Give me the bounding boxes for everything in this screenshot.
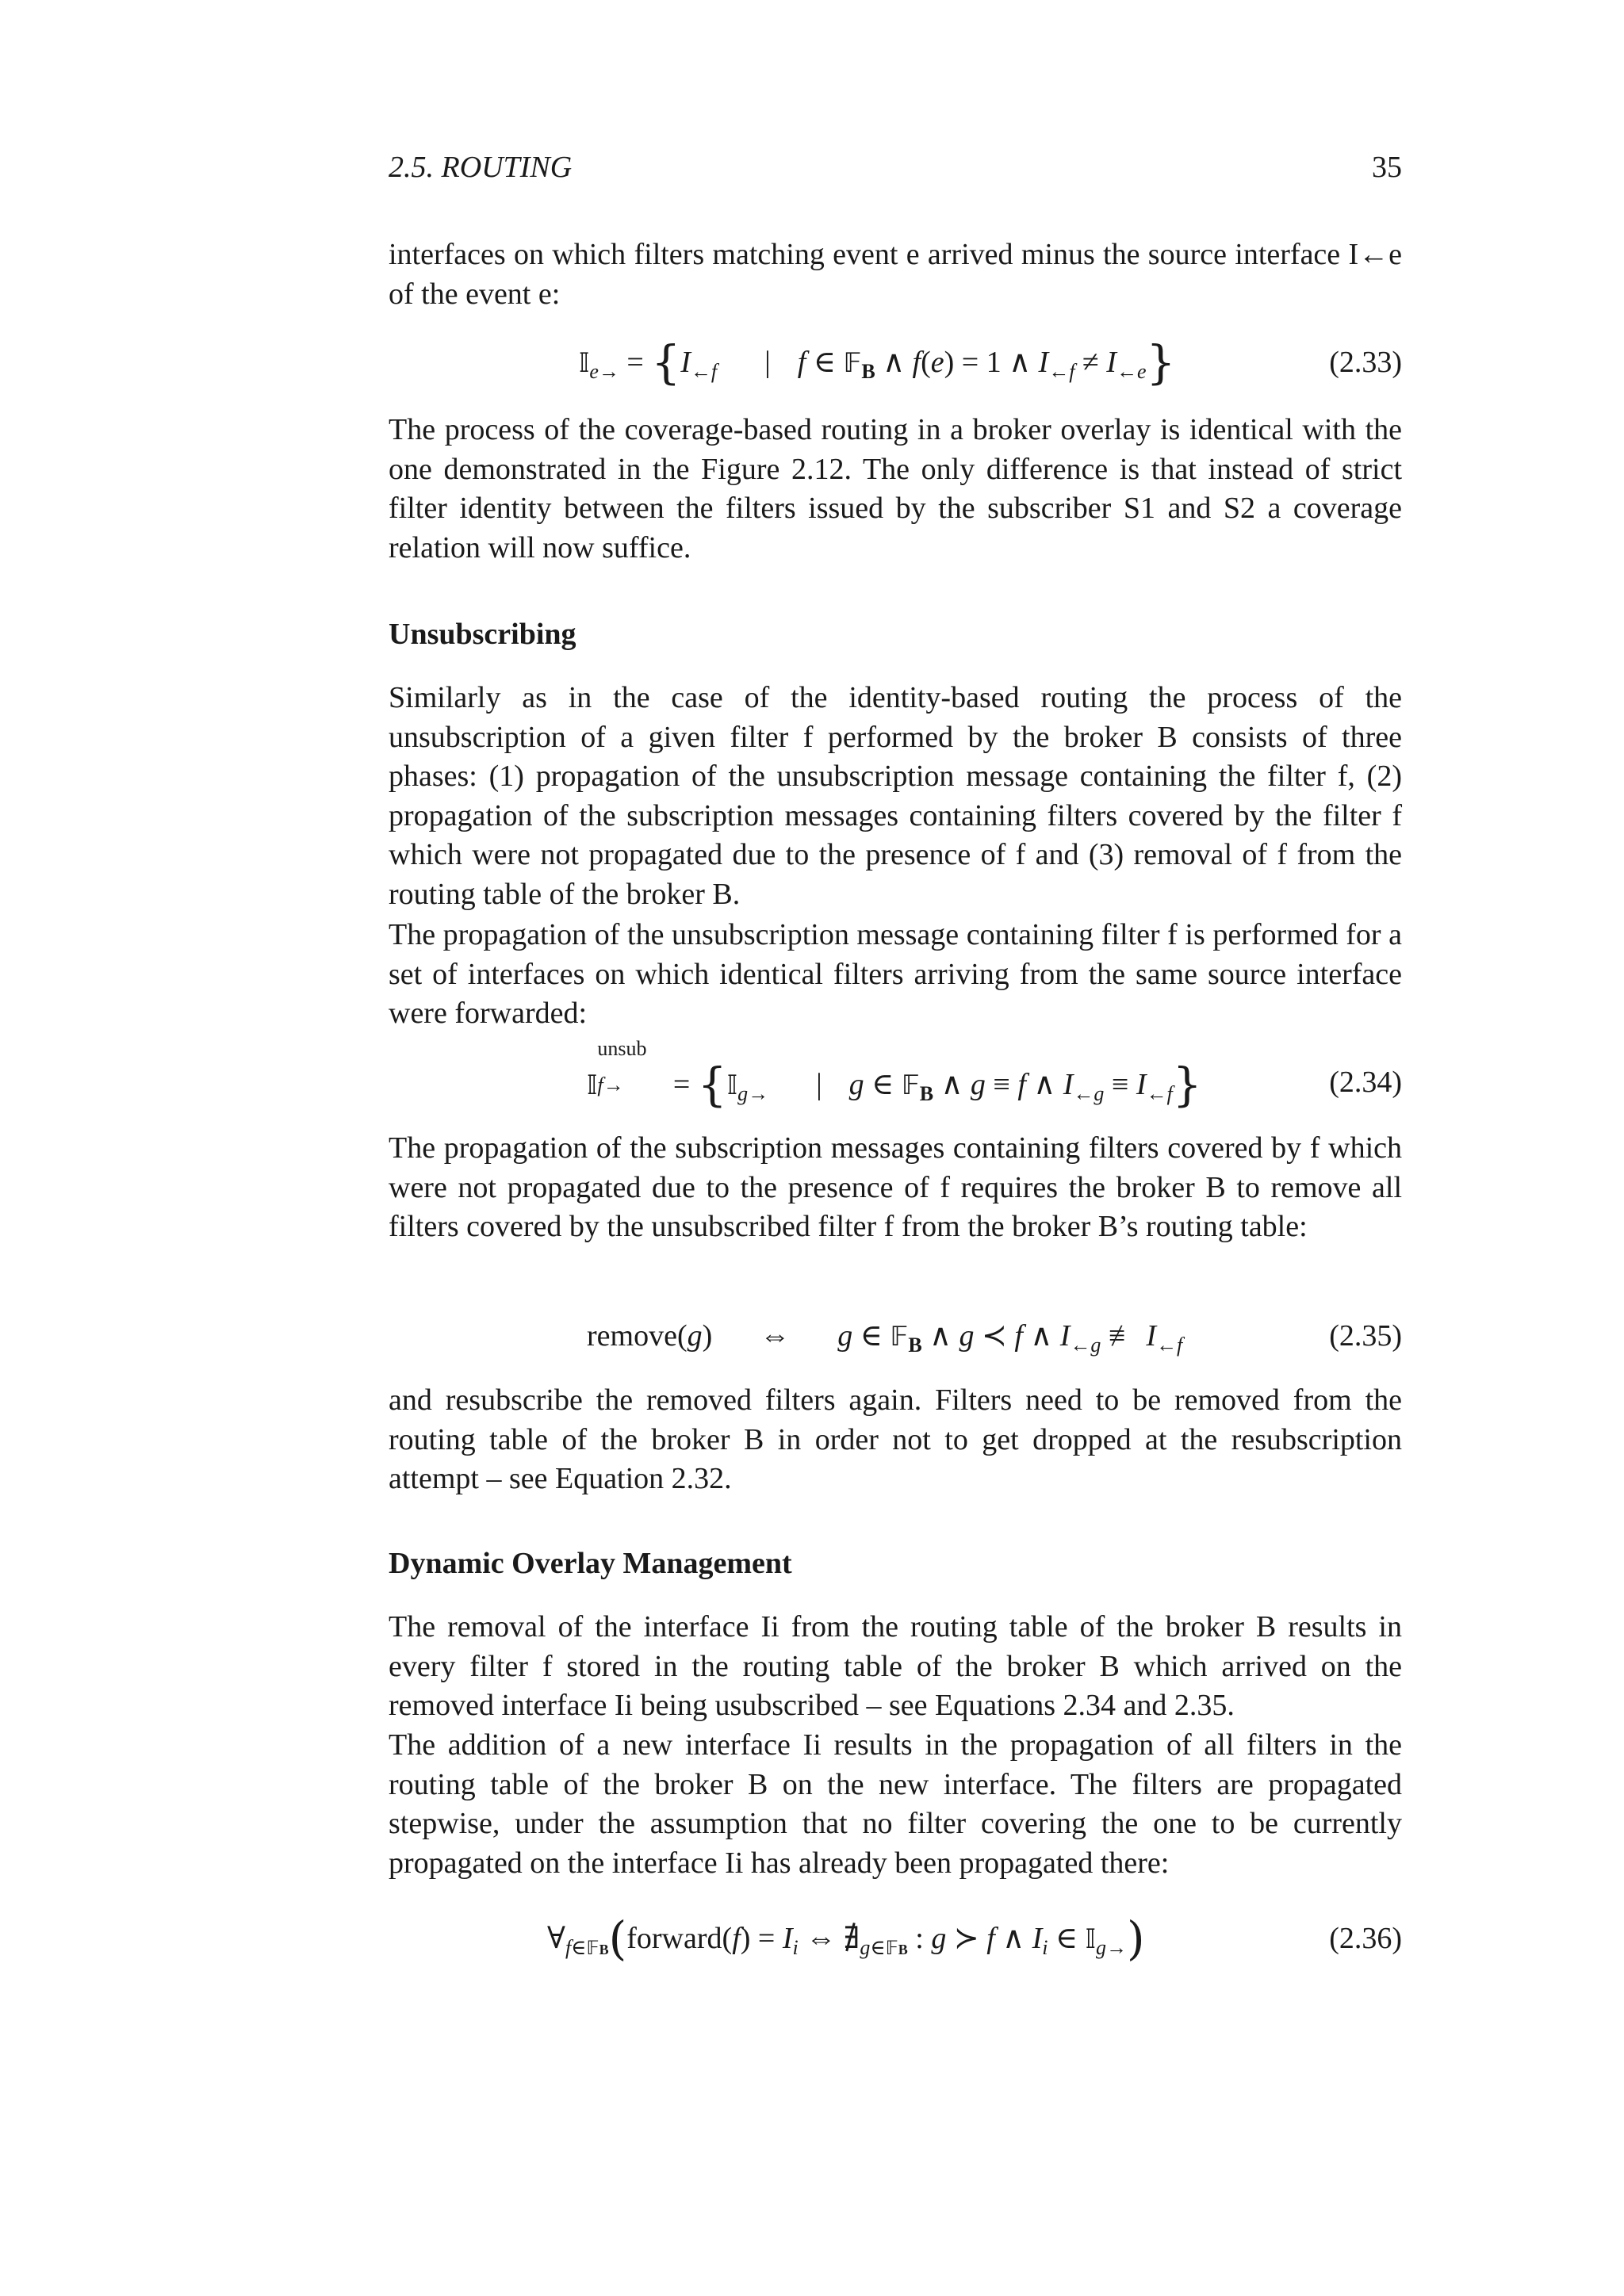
equation-number: (2.34) [1329, 1066, 1402, 1099]
equation-number: (2.36) [1329, 1922, 1402, 1955]
equation-body: $\forall_{f\in 𝔽B}(forward(f) = I_i$ ⇔ $∄_{g\in 𝔽B}$ : g ≻ f ∧ $I_i$ ∈ 𝕀$_{g\to}$) [547, 1911, 1145, 1965]
equation-number: (2.35) [1329, 1319, 1402, 1353]
paragraph-interface-removal: The removal of the interface Ii from the routing table of the broker B results in every filter f stored in the routing table of the broker B which arrived on the removed interface Ii being usubscribed – see Equations 2.34 and 2.35. [389, 1610, 1402, 1723]
paragraph-resubscribe: and resubscribe the removed filters again. Filters need to be removed from the routing table of the broker B in order not to get dropped at the resubscription attempt – see Equation 2.32. [389, 1383, 1402, 1496]
heading-dynamic-overlay: Dynamic Overlay Management [389, 1547, 792, 1580]
equation-body: remove(g) ⇔ g ∈ 𝔽$_B$ ∧ g ≺ f ∧ $I_{\leftarrow g}$ ≢ $I_{\leftarrow f}$ [587, 1319, 1183, 1357]
paragraph-subscription-propagation: The propagation of the subscription messages containing filters covered by f which were not propagated due to the presence of f requires the broker B to remove all filters covered by the unsubscribed filter f from the broker B’s routing table: [389, 1131, 1402, 1244]
running-head [389, 147, 1402, 187]
heading-unsubscribing: Unsubscribing [389, 618, 576, 651]
paragraph-interface-addition: The addition of a new interface Ii results in the propagation of all filters in the routing table of the broker B on the new interface. The filters are propagated stepwise, under the assumption that no filter covering the one to be currently propagated on the interface Ii has already been propagated there: [389, 1728, 1402, 1880]
equation-2-36 [389, 1911, 1402, 1966]
equation-2-33 [389, 335, 1402, 390]
section-title: 2.5. ROUTING [389, 151, 573, 184]
paragraph-coverage-routing: The process of the coverage-based routing in a broker overlay is identical with the one demonstrated in the Figure 2.12. The only difference is that instead of strict filter identity between the filters issued by the subscriber S1 and S2 a coverage relation will now suffice. [389, 413, 1402, 564]
paragraph-unsubscription-phases: Similarly as in the case of the identity-based routing the process of the unsubscription of a given filter f performed by the broker B consists of three phases: (1) propagation of the unsubscription message containing the filter f, (2) propagation of the subscription messages containing filters covered by the filter f which were not propagated due to the presence of f and (3) removal of f from the routing table of the broker B. [389, 681, 1402, 911]
equation-2-35 [389, 1308, 1402, 1364]
paragraph-unsubscription-propagation: The propagation of the unsubscription message containing filter f is performed for a set of interfaces on which identical filters arriving from the same source interface were forwarded: [389, 918, 1402, 1031]
page-number: 35 [1372, 151, 1402, 184]
equation-number: (2.33) [1329, 346, 1402, 379]
equation-2-34 [389, 1037, 1402, 1112]
equation-body: 𝕀 unsub f→ = {𝕀$_{g\to}$ | g ∈ 𝔽$_B$ ∧ g ≡ f ∧ $I_{\leftarrow g} \equiv I_{\leftarrow f}$} [587, 1037, 1202, 1112]
equation-body: 𝕀$_{e\to}$ = {$I_{\leftarrow f}$ | f ∈ 𝔽$_B$ ∧ f(e) = 1 ∧ $I_{\leftarrow f} \ne I_{\leftarrow e}$} [579, 335, 1176, 389]
paragraph-intro: interfaces on which filters matching event e arrived minus the source interface I←e of the event e: [389, 238, 1402, 311]
